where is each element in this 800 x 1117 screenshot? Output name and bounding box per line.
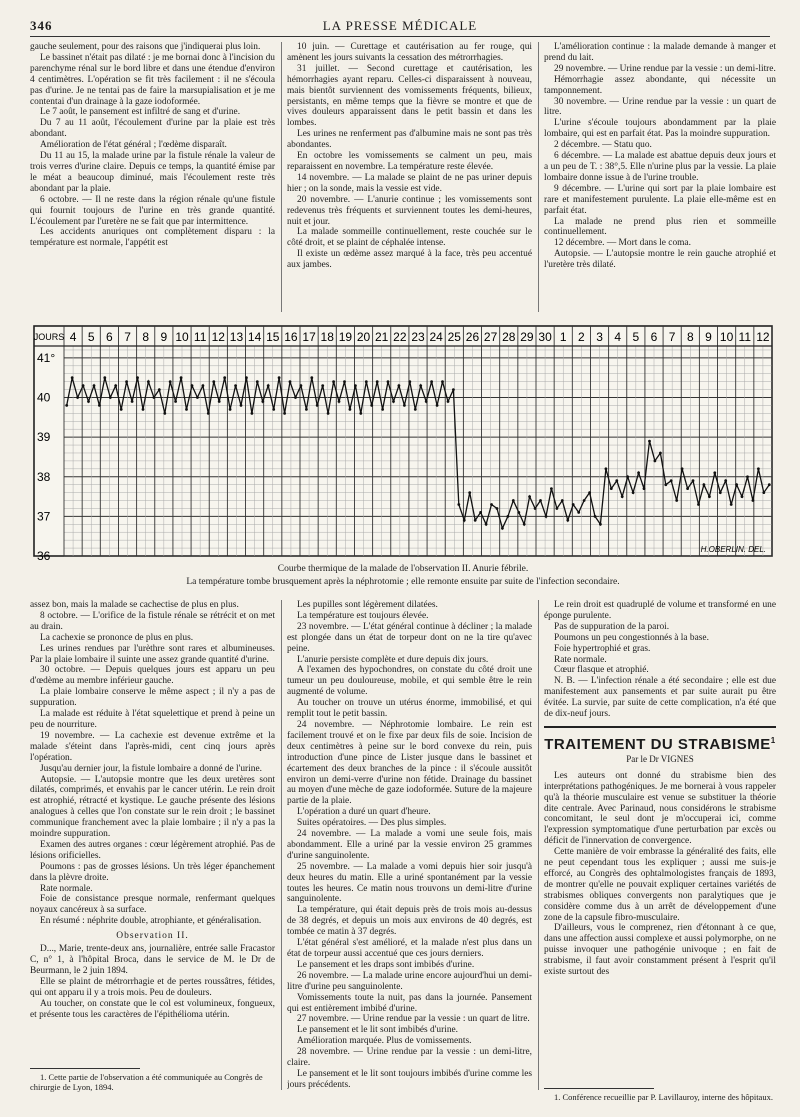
bottom-column-2 [287, 600, 532, 1090]
data-point [196, 396, 199, 399]
paragraph: Autopsie. — L'autopsie montre le rein gauche atrophié et l'uretère très dilaté. [544, 249, 776, 271]
paragraph: 30 octobre. — Depuis quelques jours est apparu un peu d'œdème au membre inférieur gauche. [30, 665, 275, 687]
data-point [174, 400, 177, 403]
footnote-left [30, 1072, 275, 1092]
data-point [169, 380, 172, 383]
paragraph: 23 novembre. — L'état général continue à décliner ; la malade est plongée dans un état de torpeur dont on ne la tire qu'avec peine. [287, 621, 532, 654]
data-point [594, 515, 597, 518]
data-point [561, 499, 564, 502]
data-point [632, 491, 635, 494]
data-point [654, 460, 657, 463]
data-point [419, 384, 422, 387]
data-point [207, 412, 210, 415]
observation-heading: Observation II. [116, 931, 189, 942]
data-point [332, 380, 335, 383]
article-title-text: TRAITEMENT DU STRABISME [544, 735, 771, 753]
paragraph: 8 octobre. — L'orifice de la fistule rénale se rétrécit et on met au drain. [30, 610, 275, 632]
column-rule [281, 42, 282, 312]
data-point [664, 483, 667, 486]
footnote-text: 1. Cette partie de l'observation a été communiquée au Congrès de chirurgie de Lyon, 1894. [30, 1072, 263, 1092]
figure-caption-2: La température tombe brusquement après la néphrotomie ; elle remonte ensuite par suite de l'infection secondaire. [186, 577, 620, 587]
data-point [136, 376, 139, 379]
x-tick-label: 19 [338, 330, 353, 344]
data-point [120, 408, 123, 411]
x-tick-label: 1 [559, 330, 567, 344]
data-point [245, 376, 248, 379]
x-tick-label: 27 [483, 330, 498, 344]
data-point [626, 475, 629, 478]
data-point [501, 527, 504, 530]
data-point [735, 483, 738, 486]
paragraph: Amélioration marquée. Plus de vomissements. [297, 1036, 472, 1047]
paragraph: 20 novembre. — L'anurie continue ; les vomissements sont redevenus très fréquents et surviennent toutes les demi-heures, nuit et jour. [287, 194, 532, 227]
paragraph: Le pansement et le lit sont toujours imbibés d'urine comme les jours précédents. [287, 1068, 532, 1090]
chart-signature: H.OBERLIN. DEL. [700, 545, 766, 554]
data-point [147, 380, 150, 383]
paragraph: Foie de consistance presque normale, renfermant quelques noyaux cancéreux à sa surface. [30, 894, 275, 916]
paragraph: D'ailleurs, vous le comprenez, rien d'étonnant à ce que, dans une affection aussi complexe et aussi polymorphe, on ne puisse invoquer une pathogénie univoque ; en fait de strabisme, il faut avoir constamment présent à l'esprit qu'il existe surtout des [544, 923, 776, 978]
data-point [703, 483, 706, 486]
data-point [556, 507, 559, 510]
bottom-column-1 [30, 600, 275, 1025]
paragraph: Cette manière de voir embrasse la généralité des faits, elle ne peut cependant tous les expliquer ; aussi me suis-je efforcé, au Congrès des ophtalmologistes français de 1893, de montrer qu'elle ne pouvait expliquer certaines variétés de strabismes obliques convergents non paralytiques que je considère comme dus à un arrêt de développement d'une zone de la capsule fibro-musculaire. [544, 847, 776, 923]
x-tick-label: 15 [266, 330, 280, 344]
data-point [240, 404, 243, 407]
column-rule [538, 42, 539, 312]
x-tick-label: 9 [705, 330, 712, 344]
x-tick-label: 30 [538, 330, 552, 344]
data-point [643, 487, 646, 490]
paragraph: L'amélioration continue : la malade demande à manger et prend du lait. [544, 42, 776, 63]
data-point [686, 487, 689, 490]
chart-frame [34, 326, 772, 556]
paragraph: La température est toujours élevée. [297, 610, 429, 621]
data-point [163, 412, 166, 415]
data-point [267, 384, 270, 387]
paragraph: L'urine s'écoule toujours abondamment par la plaie lombaire, qui est en parfait état. Pas la moindre suppuration. [544, 118, 776, 140]
column-rule [281, 600, 282, 1090]
paragraph: Amélioration de l'état général ; l'œdème disparaît. [40, 140, 227, 151]
paragraph: Les auteurs ont donné du strabisme bien des interprétations pathogéniques. Je me bornerai à vous rappeler qu'à la théorie musculaire est venue se substituer la théorie dite centrale. Avec Parinaud, nous considérons le strabisme concomitant, le seul dont je m'occuperai ici, comme l'expression symptomatique d'une perturbation par excès ou déficit de l'innervation de convergence. [544, 770, 776, 847]
x-tick-label: 5 [87, 330, 95, 344]
paragraph: Les urines rendues par l'urèthre sont rares et albumineuses. Par la plaie lombaire il suinte une assez grande quantité d'urine. [30, 643, 275, 665]
data-point [82, 384, 85, 387]
paragraph: Les accidents anuriques ont complètement disparu : la température est normale, l'appétit est [30, 227, 275, 249]
data-point [659, 452, 662, 455]
data-point [566, 519, 569, 522]
data-point [408, 380, 411, 383]
data-point [398, 384, 401, 387]
data-point [305, 408, 308, 411]
data-point [746, 475, 749, 478]
paragraph: Le bassinet n'était pas dilaté : je me bornai donc à l'incision du parenchyme rénal sur le bord libre et dans une étendue d'environ 4 centimètres. L'opération se fit très facilement : il ne s'écoula pas d'urine. Je ne tentai pas de faire la marsupialisation et je me contentai d'un drainage à la gaze iodoformée. [30, 52, 275, 107]
page-header [30, 18, 770, 37]
data-point [610, 487, 613, 490]
x-tick-label: 12 [756, 330, 770, 344]
data-point [474, 519, 477, 522]
paragraph: Les urines ne renferment pas d'albumine mais ne sont pas très abondantes. [287, 129, 532, 151]
data-point [251, 412, 254, 415]
paragraph: 30 novembre. — Urine rendue par la vessie : un quart de litre. [544, 96, 776, 118]
paragraph: 6 octobre. — Il ne reste dans la région rénale qu'une fistule qui fournit toujours de l'urine en très grande quantité. L'écoulement par l'uretère ne se fait que par intermittence. [30, 194, 275, 227]
paragraph: 26 novembre. — La malade urine encore aujourd'hui un demi-litre d'urine peu sanguinolente. [287, 970, 532, 992]
paragraph: Jusqu'au dernier jour, la fistule lombaire a donné de l'urine. [40, 763, 262, 774]
paragraph: La malade est réduite à l'état squelettique et prend à peine un peu de nourriture. [30, 709, 275, 730]
footnote-mark: 1 [770, 735, 776, 745]
data-point [131, 400, 134, 403]
x-tick-label: 2 [578, 330, 585, 344]
paragraph: L'opération a duré un quart d'heure. [297, 807, 431, 818]
x-tick-label: 11 [738, 330, 752, 344]
paragraph: Rate normale. [40, 883, 93, 894]
journal-title: LA PRESSE MÉDICALE [322, 18, 478, 33]
x-tick-label: 12 [211, 330, 225, 344]
x-tick-label: 8 [142, 330, 150, 344]
page-number: 346 [30, 18, 53, 33]
paragraph: Le rein droit est quadruplé de volume et transformé en une éponge purulente. [544, 600, 776, 621]
data-point [768, 483, 771, 486]
data-point [681, 467, 684, 470]
x-tick-label: 5 [632, 330, 640, 344]
data-point [354, 384, 357, 387]
x-tick-label: 9 [160, 330, 168, 344]
paragraph: 10 juin. — Curettage et cautérisation au fer rouge, qui amènent les jours suivants la cessation des métrorrhagies. [287, 42, 532, 63]
data-point [436, 404, 439, 407]
data-point [583, 499, 586, 502]
data-point [93, 384, 96, 387]
x-tick-label: 7 [124, 330, 131, 344]
data-point [599, 523, 602, 526]
data-point [191, 384, 194, 387]
data-point [392, 400, 395, 403]
data-point [153, 396, 156, 399]
data-point [670, 479, 673, 482]
data-point [713, 471, 716, 474]
paragraph: Vomissements toute la nuit, pas dans la journée. Pansement qui est entièrement imbibé d'urine. [287, 992, 532, 1014]
x-tick-label: 10 [175, 330, 189, 344]
top-column-2 [287, 42, 532, 314]
article-title [544, 736, 776, 751]
data-point [762, 491, 765, 494]
x-tick-label: 8 [686, 330, 694, 344]
footnote-rule [30, 1068, 140, 1069]
data-point [757, 467, 760, 470]
data-point [457, 503, 460, 506]
paragraph: Au toucher, on constate que le col est volumineux, fongueux, et présente tous les caractères de l'épithélioma utérin. [30, 998, 275, 1020]
data-point [534, 507, 537, 510]
bottom-column-3 [544, 600, 776, 1015]
article-author: Par le Dr VIGNES [626, 753, 694, 764]
paragraph: 27 novembre. — Urine rendue par la vessie : un quart de litre. [297, 1014, 530, 1025]
data-point [370, 404, 373, 407]
paragraph: 19 novembre. — La cachexie est devenue extrême et la malade s'éteint dans l'après-midi, cent cinq jours après l'opération. [30, 730, 275, 763]
data-point [752, 499, 755, 502]
x-tick-label: 29 [520, 330, 534, 344]
data-point [441, 380, 444, 383]
section-divider [544, 726, 776, 728]
data-point [621, 495, 624, 498]
paragraph: Poumons : pas de grosses lésions. Un très léger épanchement dans la plèvre droite. [30, 861, 275, 883]
x-tick-label: 26 [465, 330, 480, 344]
paragraph: A l'examen des hypochondres, on constate du côté droit une tumeur un peu douloureuse, mobile, et qui semble être le rein augmenté de volume. [287, 665, 532, 698]
x-tick-label: 17 [302, 330, 316, 344]
data-point [403, 404, 406, 407]
data-point [545, 515, 548, 518]
x-tick-label: 23 [411, 330, 425, 344]
paragraph: Autopsie. — L'autopsie montre que les deux uretères sont dilatés, comprimés, et envahis par le cancer utérin. Le rein droit est atrophié, rétracté et kystique. Le gauche présente des lésions analogues à celles que l'on constate sur le rein droit ; le bassinet communique franchement avec la plaie lombaire ; il n'y a pas la moindre suppuration. [30, 774, 275, 840]
data-point [588, 491, 591, 494]
data-point [185, 408, 188, 411]
data-point [447, 400, 450, 403]
x-tick-label: 21 [375, 330, 389, 344]
data-point [212, 380, 215, 383]
data-point [485, 523, 488, 526]
data-point [692, 479, 695, 482]
data-point [490, 503, 493, 506]
data-point [300, 384, 303, 387]
x-tick-label: 6 [650, 330, 658, 344]
temperature-chart-svg [30, 322, 776, 560]
data-point [376, 380, 379, 383]
paragraph: Poumons un peu congestionnés à la base. [554, 632, 709, 643]
data-point [577, 511, 580, 514]
data-point [278, 376, 281, 379]
x-tick-label: 20 [356, 330, 371, 344]
paragraph: 29 novembre. — Urine rendue par la vessie : un demi-litre. [554, 63, 776, 74]
top-column-1 [30, 42, 275, 314]
paragraph: 9 décembre. — L'urine qui sort par la plaie lombaire est rare et manifestement purulente. La plaie elle-même est en parfait état. [544, 183, 776, 216]
paragraph: La malade sommeille continuellement, reste couchée sur le côté droit, et se plaint de céphalée intense. [287, 227, 532, 249]
paragraph: Hémorrhagie assez abondante, qui nécessite un tamponnement. [544, 74, 776, 96]
y-tick-label: 39 [37, 430, 51, 445]
data-point [463, 519, 466, 522]
paragraph: 6 décembre. — La malade est abattue depuis deux jours et a un peu de T. : 38°,5. Elle n'urine plus par la vessie. La plaie lombaire donne issue à de l'urine trouble. [544, 151, 776, 183]
paragraph: gauche seulement, pour des raisons que j'indiquerai plus loin. [30, 42, 261, 52]
data-point [708, 495, 711, 498]
data-point [468, 491, 471, 494]
paragraph: En résumé : néphrite double, atrophiante, et généralisation. [40, 916, 262, 927]
data-point [223, 376, 226, 379]
data-point [648, 440, 651, 443]
data-point [414, 408, 417, 411]
paragraph: Le 7 août, le pansement est infiltré de sang et d'urine. [40, 107, 241, 118]
paragraph: En octobre les vomissements se calment un peu, mais reparaissent en novembre. La température reste élevée. [287, 151, 532, 172]
data-point [550, 487, 553, 490]
paragraph: Elle se plaint de métrorrhagie et de pertes roussâtres, fétides, qui ont apparu il y a trois mois. Peu de douleurs. [30, 976, 275, 998]
data-point [294, 396, 297, 399]
data-point [430, 380, 433, 383]
data-point [316, 404, 319, 407]
data-point [218, 400, 221, 403]
data-point [452, 388, 455, 391]
top-column-3 [544, 42, 776, 314]
paragraph: 2 décembre. — Statu quo. [554, 140, 652, 151]
data-point [517, 511, 520, 514]
footnote-text: 1. Conférence recueillie par P. Lavillauroy, interne des hôpitaux. [554, 1092, 773, 1102]
x-tick-label: 4 [69, 330, 77, 344]
x-tick-label: 22 [393, 330, 407, 344]
data-point [283, 412, 286, 415]
data-point [496, 507, 499, 510]
y-tick-label: 36 [37, 549, 51, 560]
data-point [675, 499, 678, 502]
paragraph: 12 décembre. — Mort dans le coma. [554, 238, 691, 249]
data-point [327, 412, 330, 415]
data-point [365, 380, 368, 383]
x-tick-label: 24 [429, 330, 443, 344]
y-tick-label: 40 [37, 390, 51, 405]
paragraph: Du 7 au 11 août, l'écoulement d'urine par la plaie est très abondant. [30, 118, 275, 140]
data-point [125, 380, 128, 383]
data-point [507, 515, 510, 518]
paragraph: 25 novembre. — La malade a vomi depuis hier soir jusqu'à deux heures du matin. Elle a uriné spontanément par la vessie toutes les heures. Ce matin nous trouvons un demi-litre d'urine sanguinolente. [287, 861, 532, 905]
data-point [109, 396, 112, 399]
paragraph: La malade ne prend plus rien et sommeille continuellement. [544, 216, 776, 238]
paragraph: 31 juillet. — Second curettage et cautérisation, les hémorrhagies ayant reparu. Celles-ci disparaissent à nouveau, mais bientôt surviennent des vomissements fréquents, bilieux, persistants, en même temps que la fièvre se montre et que de vives douleurs apparaissent dans le petit bassin et dans les lombes. [287, 63, 532, 129]
paragraph: 14 novembre. — La malade se plaint de ne pas uriner depuis hier ; on la sonde, mais la vessie est vide. [287, 172, 532, 194]
data-point [98, 404, 101, 407]
data-point [615, 479, 618, 482]
figure-caption-1: Courbe thermique de la malade de l'observation II. Anurie fébrile. [277, 564, 529, 574]
data-point [261, 400, 264, 403]
data-point [87, 400, 90, 403]
data-point [114, 384, 117, 387]
x-tick-label: 3 [596, 330, 603, 344]
data-point [349, 408, 352, 411]
data-point [310, 376, 313, 379]
data-point [523, 523, 526, 526]
data-point [381, 408, 384, 411]
paragraph: Suites opératoires. — Des plus simples. [297, 818, 447, 829]
x-tick-label: 28 [502, 330, 516, 344]
x-tick-label: 16 [284, 330, 298, 344]
data-point [103, 376, 106, 379]
paragraph: L'état général s'est amélioré, et la malade n'est plus dans un état de torpeur aussi accentué que ces jours derniers. [287, 938, 532, 959]
paragraph: Foie hypertrophié et gras. [554, 643, 651, 654]
data-point [272, 408, 275, 411]
paragraph: Pas de suppuration de la paroi. [554, 621, 670, 632]
paragraph: L'anurie persiste complète et dure depuis dix jours. [297, 654, 489, 665]
x-tick-label: 11 [193, 330, 207, 344]
data-point [234, 384, 237, 387]
data-point [724, 479, 727, 482]
paragraph: Rate normale. [554, 654, 607, 665]
data-point [637, 471, 640, 474]
data-point [343, 380, 346, 383]
data-point [528, 495, 531, 498]
x-axis-label: JOURS [33, 332, 65, 342]
paragraph: D..., Marie, trente-deux ans, journalière, entrée salle Fracastor C, n° 1, à l'hôpital Broca, dans le service de M. le Dr de Beurmann, le 2 juin 1894. [30, 944, 275, 976]
data-point [158, 388, 161, 391]
data-point [425, 400, 428, 403]
data-point [202, 384, 205, 387]
data-point [229, 408, 232, 411]
x-tick-label: 7 [668, 330, 676, 344]
data-point [76, 396, 79, 399]
paragraph: Du 11 au 15, la malade urine par la fistule rénale la valeur de trois verres d'urine claire. Depuis ce temps, la quantité émise par le méat a beaucoup diminué, mais l'écoulement reste très abondant par la plaie. [30, 151, 275, 194]
temperature-chart [30, 322, 776, 560]
paragraph: La cachexie se prononce de plus en plus. [40, 632, 194, 643]
data-point [359, 412, 362, 415]
x-tick-label: 18 [320, 330, 334, 344]
x-tick-label: 14 [247, 330, 262, 344]
data-point [605, 467, 608, 470]
footnote-rule [544, 1088, 654, 1089]
data-point [730, 503, 733, 506]
data-point [697, 503, 700, 506]
data-point [256, 380, 259, 383]
paragraph: Au toucher on trouve un utérus énorme, immobilisé, et qui remplit tout le petit bassin. [287, 698, 532, 720]
paragraph: Les pupilles sont légèrement dilatées. [297, 600, 438, 610]
paragraph: 28 novembre. — Urine rendue par la vessie : un demi-litre, claire. [287, 1047, 532, 1069]
x-tick-label: 6 [106, 330, 113, 344]
paragraph: N. B. — L'infection rénale a été secondaire ; elle est due manifestement aux pansements et par suite aurait pu être évitée. La survie, par suite de cette complication, n'a été que de dix-neuf jours. [544, 676, 776, 720]
x-tick-label: 25 [447, 330, 461, 344]
paragraph: 24 novembre. — La malade a vomi une seule fois, mais abondamment. Elle a uriné par la vessie environ 25 grammes d'urine sanguinolente. [287, 829, 532, 861]
data-point [71, 376, 74, 379]
data-point [719, 491, 722, 494]
paragraph: Examen des autres organes : cœur légèrement atrophié. Pas de lésions orificielles. [30, 839, 275, 861]
data-point [65, 404, 68, 407]
paragraph: 24 novembre. — Néphrotomie lombaire. Le rein est facilement trouvé et on le fixe par deux fils de soie. Incision de deux centimètres à peine sur le bord convexe du rein, puis introduction d'une pince de Lister jusque dans le bassinet et écartement des deux branches de la pince : il s'écoule aussitôt environ un demi-verre d'urine non fétide. Drainage du bassinet au moyen d'une mèche de gaze iodoformée. Suture de la majeure partie de la plaie. [287, 719, 532, 807]
y-tick-label: 37 [37, 509, 51, 524]
data-point [512, 499, 515, 502]
y-tick-label: 41° [37, 350, 56, 365]
data-point [142, 408, 145, 411]
paragraph: La plaie lombaire conserve le même aspect ; il n'y a pas de suppuration. [30, 687, 275, 709]
data-point [539, 499, 542, 502]
paragraph: Le pansement et le lit sont imbibés d'urine. [297, 1025, 459, 1036]
paragraph: assez bon, mais la malade se cachectise de plus en plus. [30, 600, 239, 610]
data-point [321, 384, 324, 387]
data-point [338, 400, 341, 403]
paragraph: La température, qui était depuis près de trois mois au-dessus de 38 degrés, et depuis un mois aux environs de 40 degrés, est tombée ce matin à 37 degrés. [287, 905, 532, 938]
paragraph: Le pansement et les draps sont imbibés d'urine. [297, 959, 475, 970]
footnote-right [544, 1092, 776, 1102]
column-rule [538, 600, 539, 1090]
x-tick-label: 13 [229, 330, 244, 344]
data-point [180, 376, 183, 379]
x-tick-label: 10 [719, 330, 734, 344]
data-point [387, 380, 390, 383]
data-point [572, 503, 575, 506]
data-point [479, 511, 482, 514]
y-tick-label: 38 [37, 469, 51, 484]
paragraph: Cœur flasque et atrophié. [554, 665, 649, 676]
data-point [741, 495, 744, 498]
paragraph: Il existe un œdème assez marqué à la face, très peu accentué aux jambes. [287, 249, 532, 271]
x-tick-label: 4 [614, 330, 622, 344]
data-point [289, 380, 292, 383]
